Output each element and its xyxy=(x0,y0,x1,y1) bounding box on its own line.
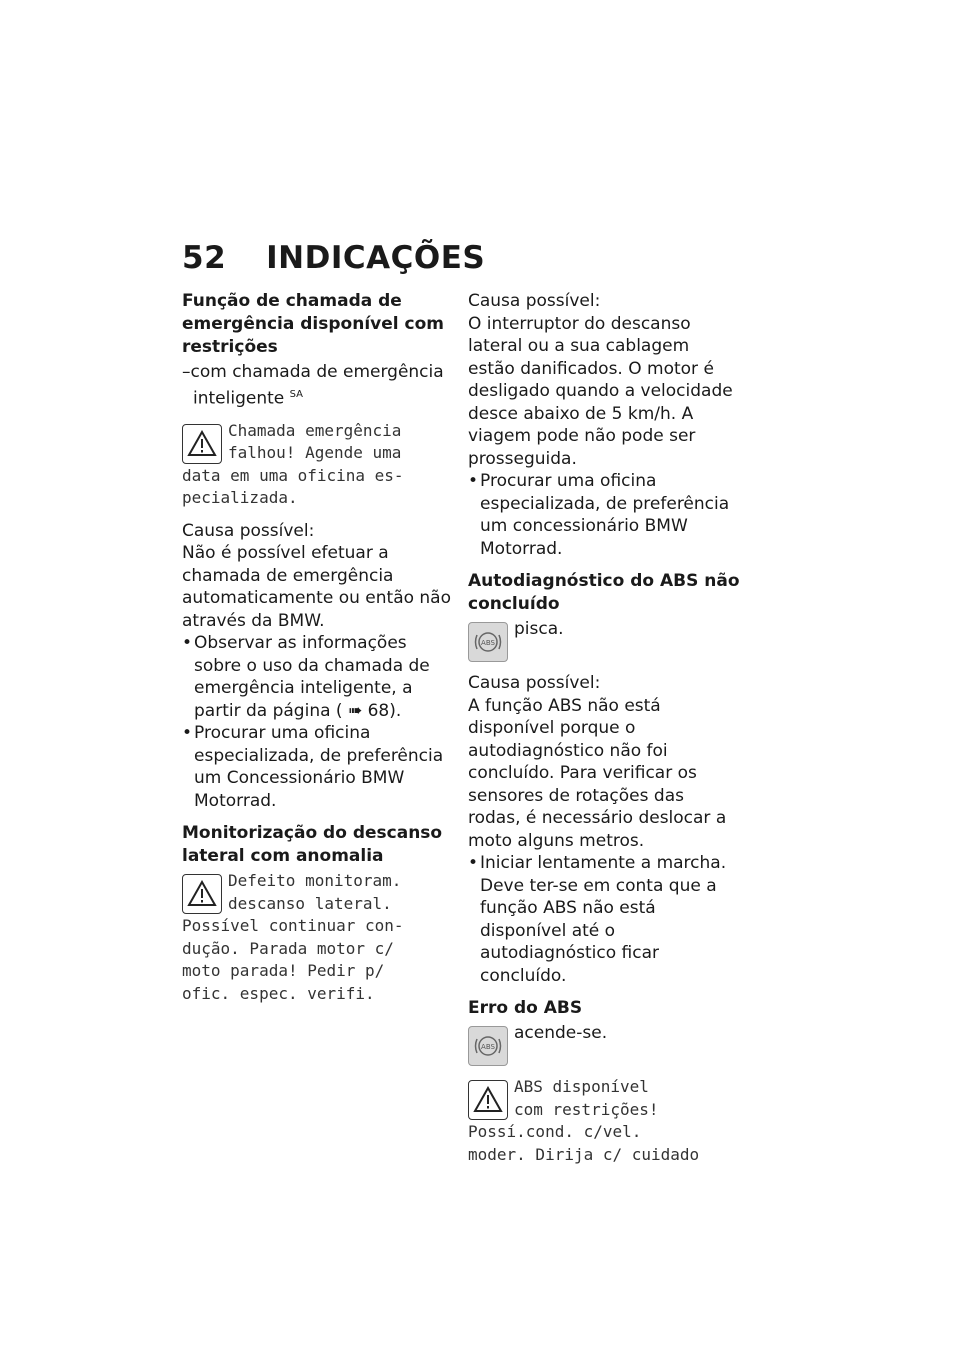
message-line: falhou! Agende uma xyxy=(228,443,402,463)
message-line: Chamada emergência xyxy=(228,420,402,440)
message-line: dução. Parada motor c/ xyxy=(182,938,394,958)
message-line: ofic. espec. verifi. xyxy=(182,983,375,1003)
svg-text:ABS: ABS xyxy=(481,1043,495,1051)
list-item: • Procurar uma oficina especializada, de preferência um Concessionário BMW Motorrad. xyxy=(182,723,444,811)
cause-text: Não é possível efetuar a chamada de emergência automaticamente ou então não através da BMW. xyxy=(182,543,452,631)
display-message-emergency-call xyxy=(182,420,454,510)
right-column xyxy=(468,290,740,1176)
section-heading-abs-error: Erro do ABS xyxy=(468,998,583,1018)
message-line: Possível continuar con- xyxy=(182,916,404,936)
list-item: • Iniciar lentamente a marcha. Deve ter-se em conta que a função ABS não está disponível até o autodiagnóstico ficar concluído. xyxy=(468,853,727,986)
warning-triangle-icon xyxy=(182,874,222,914)
display-message-side-stand xyxy=(182,870,454,1005)
message-line: com restrições! xyxy=(514,1099,659,1119)
page-title: INDICAÇÕES xyxy=(266,240,486,276)
section-heading-emergency-call: Função de chamada de emergência disponível com restrições xyxy=(182,291,444,357)
cause-text: O interruptor do descanso lateral ou a sua cablagem estão danificados. O motor é desligado quando a velocidade desce abaixo de 5 km/h. A viagem pode não pode ser prosseguida. xyxy=(468,313,733,469)
section-heading-side-stand: Monitorização do descanso lateral com anomalia xyxy=(182,823,443,867)
message-line: moto parada! Pedir p/ xyxy=(182,961,385,981)
indicator-state-text: acende-se. xyxy=(514,1023,608,1043)
svg-text:ABS: ABS xyxy=(481,639,495,647)
left-column xyxy=(182,290,454,1015)
message-line: pecializada. xyxy=(182,488,298,508)
indicator-state-text: pisca. xyxy=(514,619,564,639)
cause-label: Causa possível: xyxy=(468,291,601,311)
display-message-abs xyxy=(468,1076,740,1166)
message-line: ABS disponível xyxy=(514,1077,649,1096)
indicator-status xyxy=(468,1022,740,1066)
list-item: • Procurar uma oficina especializada, de preferência um concessionário BMW Motorrad. xyxy=(468,471,730,559)
indicator-status xyxy=(468,618,740,662)
abs-lamp-icon xyxy=(468,1026,508,1066)
equipment-note: –com chamada de emergência inteligente $^{SA}$ xyxy=(182,362,444,409)
abs-lamp-icon xyxy=(468,622,508,662)
message-line: descanso lateral. xyxy=(228,893,392,913)
page-reference-link[interactable]: 68 xyxy=(367,700,390,721)
message-line: data em uma oficina es- xyxy=(182,465,404,485)
page-header xyxy=(182,240,485,276)
message-line: Possí.cond. c/vel. xyxy=(468,1122,642,1141)
cause-text: A função ABS não está disponível porque o autodiagnóstico não foi concluído. Para verificar os sensores de rotações das rodas, é necessário deslocar a moto alguns metros. xyxy=(468,695,727,851)
page-reference-arrow-icon: ➠ xyxy=(347,700,363,721)
cause-label: Causa possível: xyxy=(182,520,315,541)
section-heading-abs-selfdiagnosis: Autodiagnóstico do ABS não concluído xyxy=(468,571,740,614)
list-item: • Observar as informações sobre o uso da chamada de emergência inteligente, a partir da página ( ➠ 68). xyxy=(182,633,430,721)
warning-triangle-icon xyxy=(468,1080,508,1120)
message-line: Defeito monitoram. xyxy=(228,871,402,891)
cause-label: Causa possível: xyxy=(468,673,601,693)
page-number: 52 xyxy=(182,240,227,276)
optional-equipment-marker: SA xyxy=(289,388,303,400)
message-line: moder. Dirija c/ cuidado xyxy=(468,1144,700,1164)
warning-triangle-icon xyxy=(182,424,222,464)
